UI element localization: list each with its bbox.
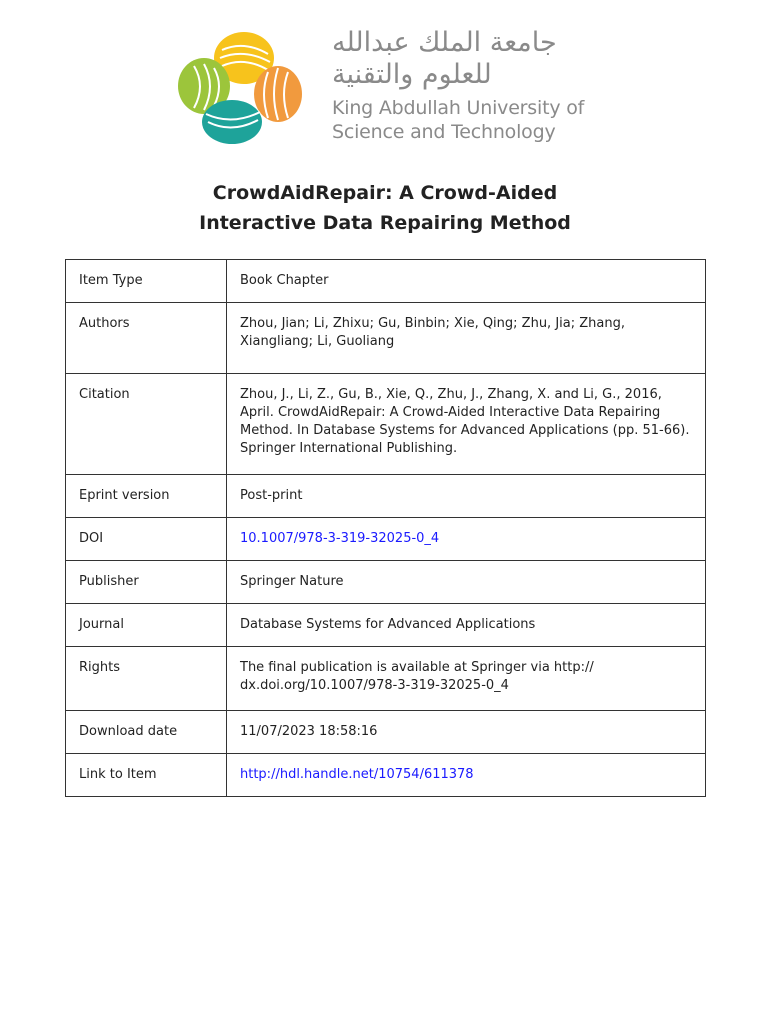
- row-key: Download date: [66, 711, 227, 754]
- table-row-doi: [66, 518, 706, 561]
- kaust-emblem-icon: [176, 28, 306, 146]
- kaust-logo: [176, 28, 606, 148]
- row-value: [227, 754, 706, 797]
- table-row-eprint-version: [66, 475, 706, 518]
- table-row-publisher: [66, 561, 706, 604]
- table-row-journal: [66, 604, 706, 647]
- orange-petal: [254, 66, 302, 122]
- row-value: Zhou, Jian; Li, Zhixu; Gu, Binbin; Xie, Qing; Zhu, Jia; Zhang, Xiangliang; Li, Guoliang: [227, 303, 706, 374]
- row-key: Publisher: [66, 561, 227, 604]
- title-line-2: Interactive Data Repairing Method: [199, 212, 571, 234]
- row-key: Rights: [66, 647, 227, 711]
- table-row-download-date: [66, 711, 706, 754]
- row-key: DOI: [66, 518, 227, 561]
- table-row-item-type: [66, 260, 706, 303]
- teal-petal: [202, 100, 262, 144]
- row-value: Springer Nature: [227, 561, 706, 604]
- doi-link[interactable]: 10.1007/978-3-319-32025-0_4: [240, 531, 440, 546]
- row-key: Link to Item: [66, 754, 227, 797]
- table-row-link-to-item: [66, 754, 706, 797]
- row-key: Authors: [66, 303, 227, 374]
- logo-arabic-line-1: جامعة الملك عبدالله: [332, 27, 557, 58]
- handle-link[interactable]: http://hdl.handle.net/10754/611378: [240, 767, 474, 782]
- table-row-rights: [66, 647, 706, 711]
- logo-text: [332, 28, 612, 144]
- row-value: Zhou, J., Li, Z., Gu, B., Xie, Q., Zhu, J., Zhang, X. and Li, G., 2016, April. CrowdAidRepair: A Crowd-Aided Interactive Data Repairing Method. In Database Systems for Advanced Applications (pp. 51-66). Springer International Publishing.: [227, 374, 706, 475]
- row-value: [227, 518, 706, 561]
- document-title: [0, 178, 770, 238]
- row-key: Journal: [66, 604, 227, 647]
- metadata-table: [65, 259, 706, 797]
- row-key: Citation: [66, 374, 227, 475]
- row-key: Eprint version: [66, 475, 227, 518]
- row-value: Post-print: [227, 475, 706, 518]
- row-key: Item Type: [66, 260, 227, 303]
- row-value: Book Chapter: [227, 260, 706, 303]
- row-value: The final publication is available at Springer via http:// dx.doi.org/10.1007/978-3-319-32025-0_4: [227, 647, 706, 711]
- title-line-1: CrowdAidRepair: A Crowd-Aided: [212, 182, 558, 204]
- table-row-authors: [66, 303, 706, 374]
- logo-arabic-line-2: للعلوم والتقنية: [332, 59, 492, 90]
- logo-english-line-1: King Abdullah University of: [332, 97, 585, 119]
- logo-english-line-2: Science and Technology: [332, 121, 556, 143]
- row-value: 11/07/2023 18:58:16: [227, 711, 706, 754]
- table-row-citation: [66, 374, 706, 475]
- row-value: Database Systems for Advanced Applications: [227, 604, 706, 647]
